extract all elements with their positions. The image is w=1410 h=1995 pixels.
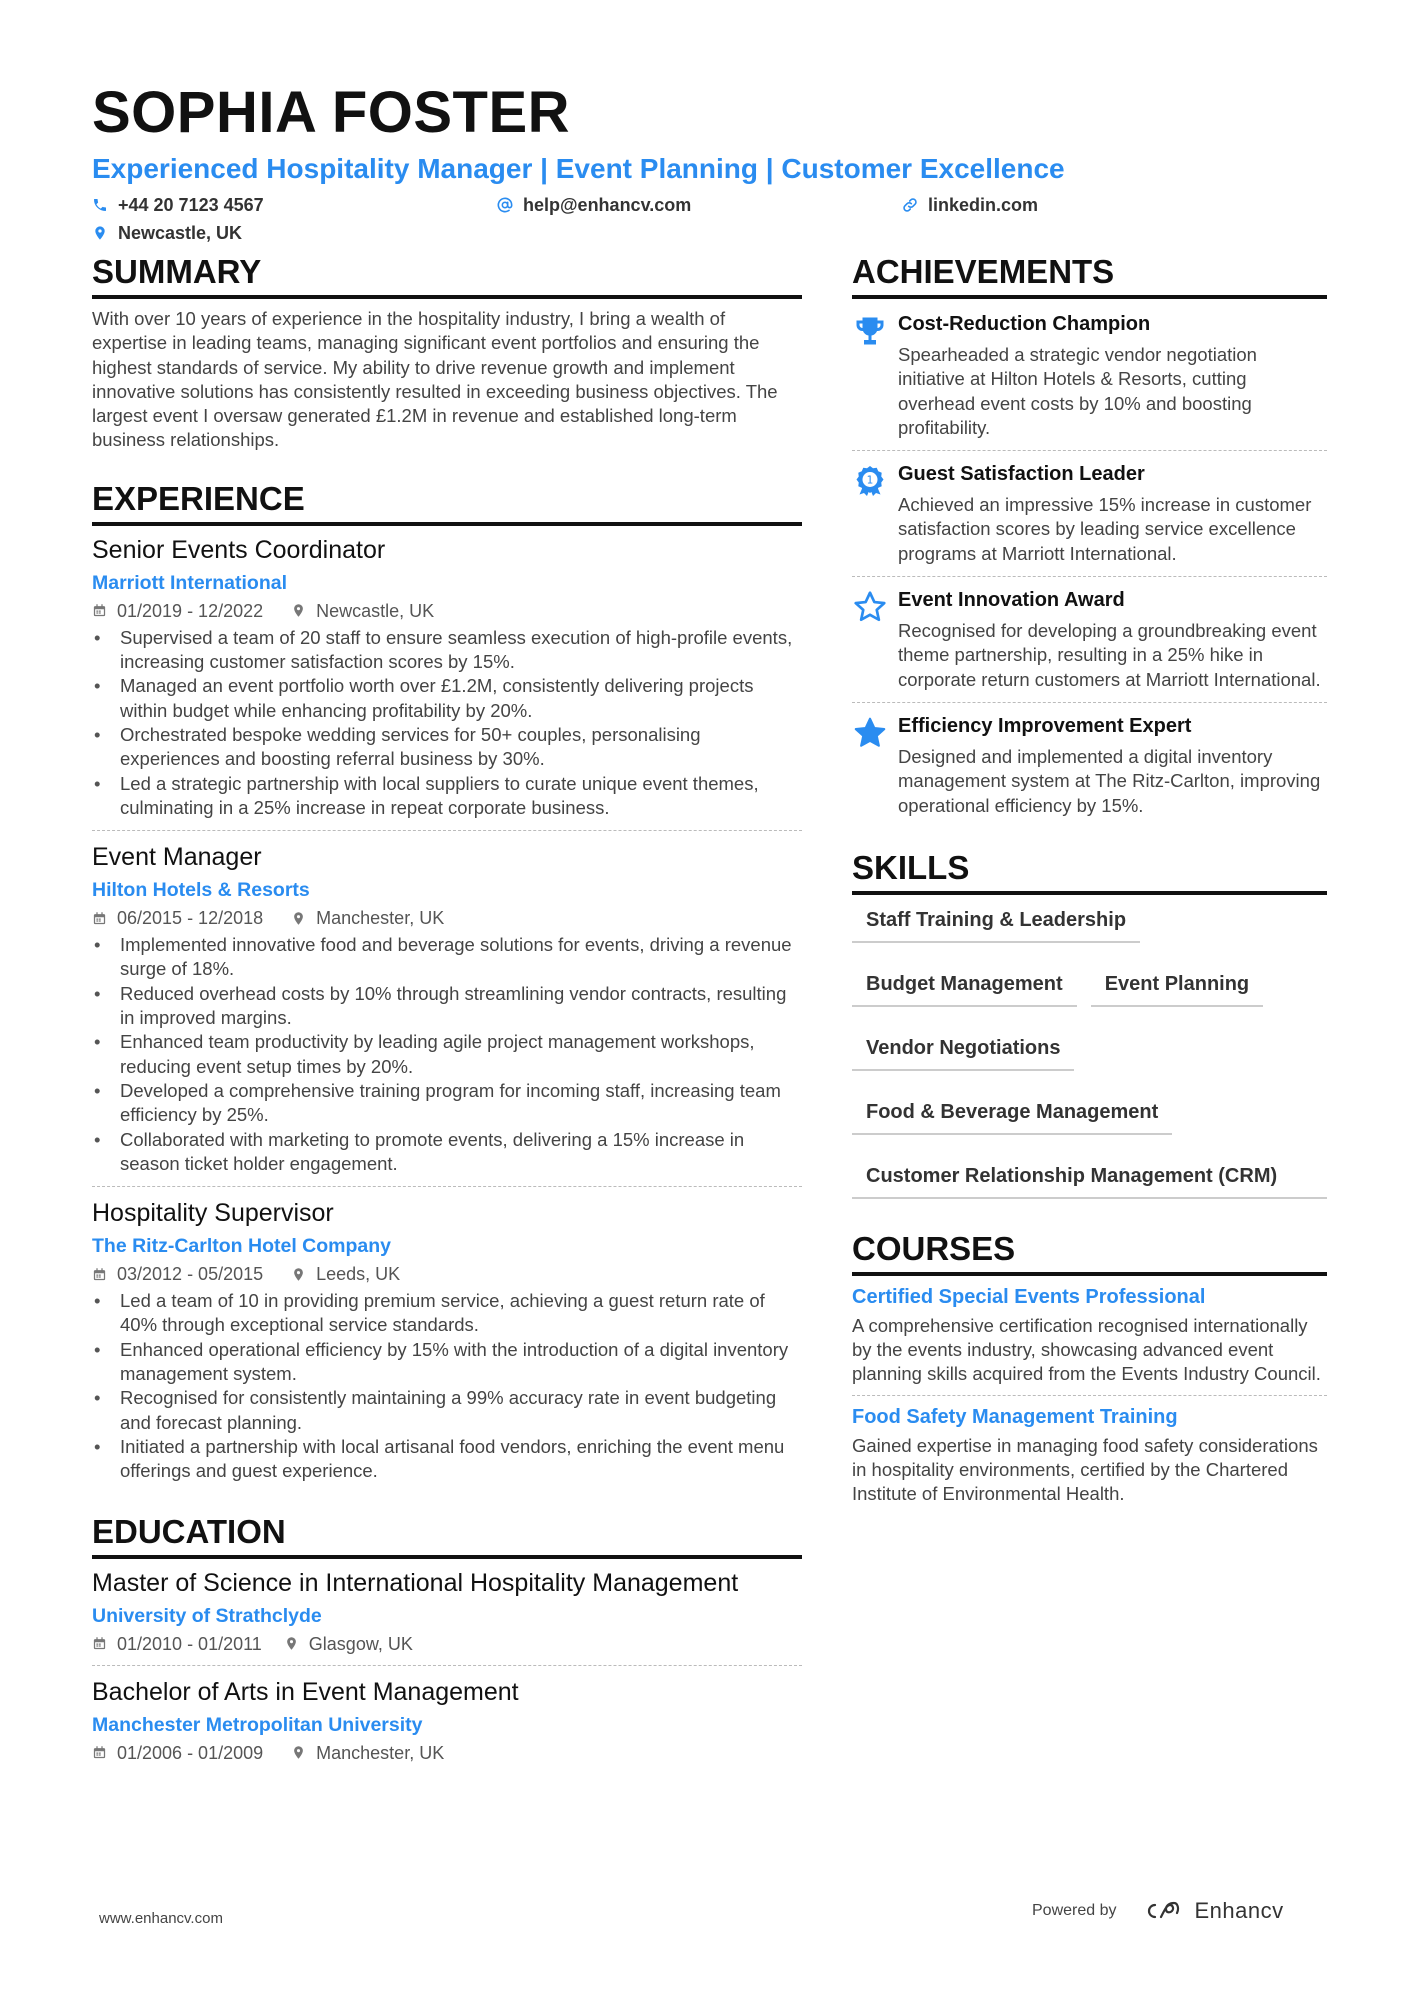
school-name: Manchester Metropolitan University bbox=[92, 1713, 423, 1736]
calendar-icon bbox=[92, 1745, 107, 1760]
achievement-title: Efficiency Improvement Expert bbox=[898, 714, 1192, 737]
experience-entry bbox=[92, 1197, 802, 1493]
degree-title: Master of Science in International Hospitality Management bbox=[92, 1568, 739, 1597]
phone-icon bbox=[92, 197, 108, 213]
education-dates-text: 01/2006 - 01/2009 bbox=[117, 1742, 264, 1763]
achievement-body bbox=[898, 311, 1327, 440]
contact-linkedin[interactable] bbox=[902, 194, 1307, 216]
link-icon bbox=[902, 197, 918, 213]
skill-tag: Vendor Negotiations bbox=[852, 1031, 1074, 1071]
skills-list bbox=[852, 903, 1327, 1199]
footer-branding[interactable] bbox=[1032, 1898, 1284, 1924]
company-name: Hilton Hotels & Resorts bbox=[92, 879, 310, 902]
skill-tag: Customer Relationship Management (CRM) bbox=[852, 1159, 1327, 1199]
job-meta bbox=[92, 1263, 802, 1285]
experience-section bbox=[92, 479, 802, 1494]
course-title: Certified Special Events Professional bbox=[852, 1285, 1206, 1308]
education-location bbox=[291, 1742, 444, 1764]
achievement-desc: Recognised for developing a groundbreaking event theme partnership, resulting in a 25% hike in corporate return customers at Marriott International. bbox=[898, 620, 1321, 690]
experience-entry bbox=[92, 534, 802, 831]
education-location bbox=[284, 1633, 413, 1655]
job-title: Hospitality Supervisor bbox=[92, 1199, 334, 1228]
job-dates-text: 06/2015 - 12/2018 bbox=[117, 908, 264, 929]
courses-section bbox=[852, 1229, 1327, 1515]
achievement-icon-wrap bbox=[852, 461, 898, 566]
contact-location bbox=[92, 222, 497, 244]
job-location-text: Leeds, UK bbox=[316, 1264, 401, 1285]
education-dates-text: 01/2010 - 01/2011 bbox=[117, 1633, 262, 1654]
location-pin-icon bbox=[291, 1267, 306, 1282]
job-bullet: • Managed an event portfolio worth over £1.2M, consistently delivering projects within budget while enhancing profitability by 20%. bbox=[92, 674, 802, 723]
achievement-desc: Achieved an impressive 15% increase in customer satisfaction scores by leading service excellence programs at Marriott International. bbox=[898, 494, 1312, 564]
section-title-skills: SKILLS bbox=[852, 848, 1327, 895]
achievement-title: Guest Satisfaction Leader bbox=[898, 463, 1145, 486]
calendar-icon bbox=[92, 603, 107, 618]
linkedin-text: linkedin.com bbox=[928, 194, 1039, 215]
email-text: help@enhancv.com bbox=[523, 194, 692, 215]
education-meta bbox=[92, 1742, 802, 1764]
section-title-summary: SUMMARY bbox=[92, 252, 802, 299]
section-title-experience: EXPERIENCE bbox=[92, 479, 802, 526]
brand-name: Enhancv bbox=[1194, 1898, 1284, 1923]
education-meta bbox=[92, 1633, 802, 1655]
job-dates-text: 03/2012 - 05/2015 bbox=[117, 1264, 264, 1285]
candidate-headline: Experienced Hospitality Manager | Event Planning | Customer Excellence bbox=[92, 153, 1065, 184]
skill-tag: Budget Management bbox=[852, 967, 1077, 1007]
course-item bbox=[852, 1404, 1327, 1515]
location-text: Newcastle, UK bbox=[118, 222, 243, 243]
section-title-education: EDUCATION bbox=[92, 1512, 802, 1559]
course-item bbox=[852, 1284, 1327, 1396]
location-pin-icon bbox=[291, 603, 306, 618]
candidate-name: SOPHIA FOSTER bbox=[92, 80, 571, 145]
trophy-icon bbox=[852, 313, 888, 349]
job-bullets bbox=[92, 933, 802, 1176]
brand-logo bbox=[1141, 1898, 1284, 1924]
job-title: Senior Events Coordinator bbox=[92, 535, 386, 564]
section-title-achievements: ACHIEVEMENTS bbox=[852, 252, 1327, 299]
achievement-item bbox=[852, 703, 1327, 828]
skill-tag: Food & Beverage Management bbox=[852, 1095, 1172, 1135]
calendar-icon bbox=[92, 911, 107, 926]
svg-text:1: 1 bbox=[866, 474, 874, 487]
experience-entry bbox=[92, 841, 802, 1187]
job-dates bbox=[92, 907, 263, 929]
left-column bbox=[92, 252, 802, 1784]
education-section bbox=[92, 1512, 802, 1774]
job-bullet: • Enhanced team productivity by leading agile project management workshops, reducing event setup times by 20%. bbox=[92, 1030, 802, 1079]
job-bullet: • Led a strategic partnership with local suppliers to curate unique event themes, culminating in a 25% increase in repeat corporate business. bbox=[92, 772, 802, 821]
job-location-text: Newcastle, UK bbox=[316, 600, 435, 621]
summary-section bbox=[92, 252, 802, 453]
award-ribbon-icon bbox=[852, 463, 888, 499]
contact-phone bbox=[92, 194, 497, 216]
achievement-icon-wrap bbox=[852, 311, 898, 440]
achievement-title: Cost-Reduction Champion bbox=[898, 313, 1151, 335]
location-pin-icon bbox=[284, 1636, 299, 1651]
contact-info bbox=[92, 194, 1322, 244]
company-name: The Ritz-Carlton Hotel Company bbox=[92, 1235, 392, 1258]
job-bullet: • Orchestrated bespoke wedding services for 50+ couples, personalising experiences and boosting referral business by 30%. bbox=[92, 723, 802, 772]
job-bullet: • Developed a comprehensive training program for incoming staff, increasing team efficiency by 25%. bbox=[92, 1079, 802, 1128]
education-entry bbox=[92, 1567, 802, 1666]
skill-tag: Staff Training & Leadership bbox=[852, 903, 1140, 943]
job-title: Event Manager bbox=[92, 843, 262, 872]
achievement-body bbox=[898, 713, 1327, 818]
achievement-item bbox=[852, 451, 1327, 577]
footer-website[interactable]: www.enhancv.com bbox=[99, 1910, 223, 1927]
job-meta bbox=[92, 600, 802, 622]
phone-text: +44 20 7123 4567 bbox=[118, 194, 264, 215]
enhancv-logo-icon bbox=[1141, 1899, 1187, 1923]
education-location-text: Glasgow, UK bbox=[308, 1633, 413, 1654]
star-filled-icon bbox=[852, 715, 888, 751]
achievement-title: Event Innovation Award bbox=[898, 589, 1125, 612]
education-location-text: Manchester, UK bbox=[316, 1742, 445, 1763]
powered-by-text: Powered by bbox=[1032, 1902, 1117, 1919]
section-title-courses: COURSES bbox=[852, 1229, 1327, 1276]
job-dates bbox=[92, 600, 263, 622]
location-pin-icon bbox=[291, 1745, 306, 1760]
location-pin-icon bbox=[92, 225, 108, 241]
skills-section bbox=[852, 848, 1327, 1199]
job-bullet: • Enhanced operational efficiency by 15% with the introduction of a digital inventory management system. bbox=[92, 1338, 802, 1387]
course-desc: A comprehensive certification recognised internationally by the events industry, showcasing advanced event planning skills acquired from the Events Industry Council. bbox=[852, 1314, 1321, 1385]
job-bullet: • Implemented innovative food and beverage solutions for events, driving a revenue surge of 18%. bbox=[92, 933, 802, 982]
job-meta bbox=[92, 907, 802, 929]
education-entry bbox=[92, 1676, 802, 1774]
location-pin-icon bbox=[291, 911, 306, 926]
achievement-desc: Designed and implemented a digital inventory management system at The Ritz-Carlton, improving operational efficiency by 15%. bbox=[898, 745, 1321, 816]
job-location bbox=[291, 1263, 400, 1285]
resume-header bbox=[92, 78, 1322, 244]
course-title: Food Safety Management Training bbox=[852, 1405, 1178, 1428]
achievement-item bbox=[852, 301, 1327, 451]
job-bullets bbox=[92, 626, 802, 820]
job-location bbox=[291, 600, 434, 622]
job-location bbox=[291, 907, 444, 929]
achievements-section bbox=[852, 252, 1327, 828]
course-desc: Gained expertise in managing food safety considerations in hospitality environments, certified by the Chartered Institute of Environmental Health. bbox=[852, 1434, 1318, 1505]
school-name: University of Strathclyde bbox=[92, 1604, 322, 1627]
achievement-icon-wrap bbox=[852, 587, 898, 692]
achievement-body bbox=[898, 461, 1327, 566]
job-bullet: • Supervised a team of 20 staff to ensure seamless execution of high-profile events, increasing customer satisfaction scores by 15%. bbox=[92, 626, 802, 675]
job-bullets bbox=[92, 1289, 802, 1483]
job-bullet: • Initiated a partnership with local artisanal food vendors, enriching the event menu offerings and guest experience. bbox=[92, 1435, 802, 1484]
right-column bbox=[852, 252, 1327, 1523]
company-name: Marriott International bbox=[92, 571, 288, 594]
job-bullet: • Recognised for consistently maintaining a 99% accuracy rate in event budgeting and forecast planning. bbox=[92, 1386, 802, 1435]
achievement-item bbox=[852, 577, 1327, 703]
star-outline-icon bbox=[852, 589, 888, 625]
at-sign-icon bbox=[497, 197, 513, 213]
job-dates-text: 01/2019 - 12/2022 bbox=[117, 600, 264, 621]
contact-email[interactable] bbox=[497, 194, 902, 216]
calendar-icon bbox=[92, 1267, 107, 1282]
calendar-icon bbox=[92, 1636, 107, 1651]
job-bullet: • Reduced overhead costs by 10% through streamlining vendor contracts, resulting in improved margins. bbox=[92, 982, 802, 1031]
job-dates bbox=[92, 1263, 263, 1285]
summary-text: With over 10 years of experience in the hospitality industry, I bring a wealth of expertise in leading teams, managing significant event portfolios and ensuring the highest standards of service. My ability to drive revenue growth and implement innovative solutions has consistently resulted in exceeding business objectives. The largest event I oversaw generated £1.2M in revenue and established long-term business relationships. bbox=[92, 308, 778, 451]
education-dates bbox=[92, 1742, 263, 1764]
achievement-body bbox=[898, 587, 1327, 692]
achievement-desc: Spearheaded a strategic vendor negotiation initiative at Hilton Hotels & Resorts, cutting overhead event costs by 10% and boosting profitability. bbox=[898, 344, 1257, 438]
job-bullet: • Collaborated with marketing to promote events, delivering a 15% increase in season ticket holder engagement. bbox=[92, 1128, 802, 1177]
skill-tag: Event Planning bbox=[1091, 967, 1263, 1007]
achievement-icon-wrap bbox=[852, 713, 898, 818]
job-bullet: • Led a team of 10 in providing premium service, achieving a guest return rate of 40% through exceptional service standards. bbox=[92, 1289, 802, 1338]
degree-title: Bachelor of Arts in Event Management bbox=[92, 1677, 519, 1706]
job-location-text: Manchester, UK bbox=[316, 908, 445, 929]
education-dates bbox=[92, 1633, 262, 1655]
